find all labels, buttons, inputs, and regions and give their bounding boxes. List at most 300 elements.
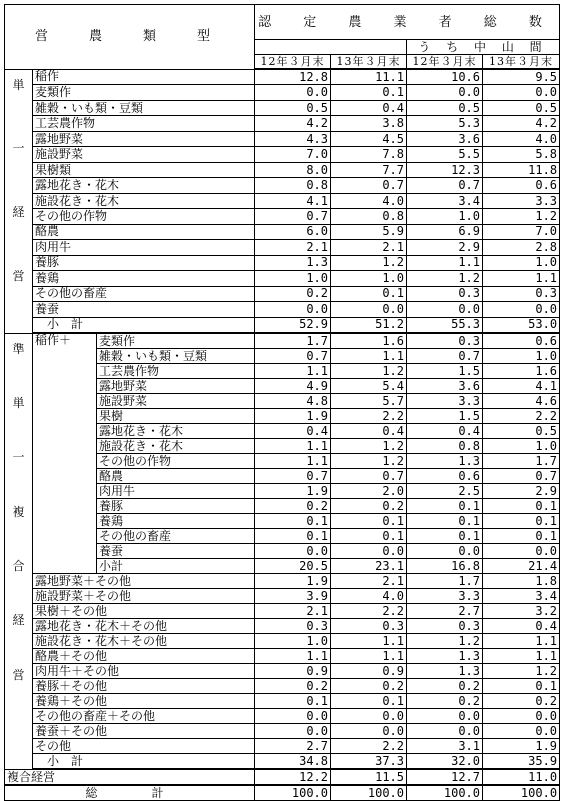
table-row [5, 116, 560, 131]
row-label: 肉用牛 [33, 240, 255, 255]
value-cell: 0.7 [331, 469, 407, 484]
value-cell: 1.0 [483, 439, 560, 454]
category-char: 営 [12, 667, 25, 682]
value-cell: 53.0 [483, 317, 560, 333]
value-cell: 0.1 [407, 514, 483, 529]
value-cell: 100.0 [331, 785, 407, 801]
row-label: 露地花き・花木 [33, 178, 255, 193]
total-label: 総 計 [5, 785, 255, 801]
row-label: 酪農 [97, 469, 255, 484]
value-cell: 6.9 [407, 224, 483, 239]
value-cell: 12.2 [255, 769, 331, 785]
value-cell: 3.4 [483, 589, 560, 604]
value-cell: 0.0 [255, 85, 331, 100]
value-cell: 2.2 [331, 739, 407, 754]
table-row [5, 604, 560, 619]
row-label: 養蚕 [33, 302, 255, 317]
row-label: 露地野菜 [97, 379, 255, 394]
value-cell: 0.2 [331, 499, 407, 514]
table-row [5, 147, 560, 162]
row-label: 小計 [97, 559, 255, 574]
value-cell: 0.2 [255, 499, 331, 514]
farm-type-table [4, 4, 560, 801]
value-cell: 8.0 [255, 162, 331, 177]
value-cell: 4.9 [255, 379, 331, 394]
value-cell: 1.9 [255, 409, 331, 424]
row-label: 肉用牛＋その他 [33, 664, 255, 679]
table-row [5, 574, 560, 589]
value-cell: 1.7 [407, 574, 483, 589]
value-cell: 2.1 [255, 604, 331, 619]
row-label: その他の畜産＋その他 [33, 709, 255, 724]
category-label [5, 333, 33, 769]
date-header: 13年３月末 [483, 55, 560, 70]
table-row [5, 69, 560, 85]
value-cell: 0.0 [407, 709, 483, 724]
row-label: 施設野菜 [97, 394, 255, 409]
value-cell: 2.0 [331, 484, 407, 499]
value-cell: 0.3 [407, 286, 483, 301]
row-label: 果樹 [97, 409, 255, 424]
value-cell: 11.0 [483, 769, 560, 785]
table-row [5, 100, 560, 115]
value-cell: 1.2 [483, 664, 560, 679]
value-cell: 0.0 [255, 724, 331, 739]
value-cell: 1.9 [483, 739, 560, 754]
row-label: 小 計 [33, 317, 255, 333]
value-cell: 100.0 [483, 785, 560, 801]
value-cell: 5.5 [407, 147, 483, 162]
table-row [5, 694, 560, 709]
value-cell: 1.0 [331, 271, 407, 286]
value-cell: 0.7 [255, 349, 331, 364]
value-cell: 3.3 [407, 394, 483, 409]
value-cell: 1.2 [407, 271, 483, 286]
row-label: 養豚＋その他 [33, 679, 255, 694]
value-cell: 0.1 [483, 679, 560, 694]
value-cell: 2.9 [407, 240, 483, 255]
value-cell: 4.8 [255, 394, 331, 409]
row-label: 酪農＋その他 [33, 649, 255, 664]
value-cell: 0.2 [255, 679, 331, 694]
value-cell: 3.6 [407, 379, 483, 394]
value-cell: 2.7 [407, 604, 483, 619]
value-cell: 7.0 [255, 147, 331, 162]
row-label: 肉用牛 [97, 484, 255, 499]
value-cell: 11.5 [331, 769, 407, 785]
value-cell: 1.2 [407, 634, 483, 649]
value-cell: 55.3 [407, 317, 483, 333]
category-char: 経 [12, 613, 25, 628]
row-label: 養豚 [97, 499, 255, 514]
table-body [5, 5, 560, 801]
value-cell: 1.0 [255, 271, 331, 286]
value-cell: 5.4 [331, 379, 407, 394]
value-cell: 0.7 [407, 178, 483, 193]
value-cell: 4.5 [331, 131, 407, 146]
value-cell: 0.8 [255, 178, 331, 193]
value-cell: 5.3 [407, 116, 483, 131]
value-cell: 3.8 [331, 116, 407, 131]
table-row [5, 679, 560, 694]
row-label: 果樹類 [33, 162, 255, 177]
value-cell: 1.1 [255, 439, 331, 454]
table-row [5, 634, 560, 649]
value-cell: 3.2 [483, 604, 560, 619]
value-cell: 0.1 [331, 694, 407, 709]
value-cell: 2.5 [407, 484, 483, 499]
value-cell: 1.2 [483, 209, 560, 224]
row-label: 雑穀・いも類・豆類 [33, 100, 255, 115]
value-cell: 0.6 [407, 469, 483, 484]
value-cell: 2.1 [255, 240, 331, 255]
value-cell: 0.4 [255, 424, 331, 439]
value-cell: 1.5 [407, 409, 483, 424]
value-cell: 0.7 [407, 349, 483, 364]
table-row [5, 769, 560, 785]
value-cell: 20.5 [255, 559, 331, 574]
row-label: 小 計 [33, 754, 255, 770]
value-cell: 100.0 [407, 785, 483, 801]
row-label: 養鶏 [33, 271, 255, 286]
value-cell: 1.1 [331, 634, 407, 649]
value-cell: 0.4 [331, 100, 407, 115]
value-cell: 4.6 [483, 394, 560, 409]
value-cell: 2.1 [331, 574, 407, 589]
value-cell: 3.6 [407, 131, 483, 146]
row-label: 養鶏 [97, 514, 255, 529]
value-cell: 0.0 [255, 544, 331, 559]
value-cell: 3.4 [407, 193, 483, 208]
value-cell: 0.7 [255, 469, 331, 484]
value-cell: 34.8 [255, 754, 331, 770]
value-cell: 16.8 [407, 559, 483, 574]
value-cell: 0.6 [483, 333, 560, 349]
value-cell: 0.1 [483, 529, 560, 544]
value-cell: 1.8 [483, 574, 560, 589]
category-char: 一 [12, 450, 25, 465]
value-cell: 0.9 [331, 664, 407, 679]
row-label: 施設野菜＋その他 [33, 589, 255, 604]
value-cell: 1.6 [483, 364, 560, 379]
category-char: 合 [12, 559, 25, 573]
date-header: 12年３月末 [407, 55, 483, 70]
table-row [5, 224, 560, 239]
value-cell: 0.5 [483, 424, 560, 439]
row-label: 養豚 [33, 255, 255, 270]
value-cell: 37.3 [331, 754, 407, 770]
table-row [5, 85, 560, 100]
value-cell: 0.1 [483, 499, 560, 514]
category-label-text-2 [5, 559, 32, 722]
value-cell: 1.2 [331, 364, 407, 379]
row-label: その他の作物 [97, 454, 255, 469]
value-cell: 5.7 [331, 394, 407, 409]
value-cell: 7.7 [331, 162, 407, 177]
value-cell: 4.0 [331, 589, 407, 604]
table-row [5, 302, 560, 317]
value-cell: 9.5 [483, 69, 560, 85]
value-cell: 1.5 [407, 364, 483, 379]
value-cell: 21.4 [483, 559, 560, 574]
value-cell: 1.1 [255, 364, 331, 379]
value-cell: 2.2 [483, 409, 560, 424]
value-cell: 10.6 [407, 69, 483, 85]
value-cell: 4.3 [255, 131, 331, 146]
value-cell: 4.1 [483, 379, 560, 394]
value-cell: 0.1 [255, 694, 331, 709]
value-cell: 0.9 [255, 664, 331, 679]
value-cell: 2.1 [331, 240, 407, 255]
value-cell: 100.0 [255, 785, 331, 801]
value-cell: 0.0 [255, 302, 331, 317]
value-cell: 0.1 [255, 514, 331, 529]
category-char: 営 [12, 268, 25, 283]
value-cell: 12.8 [255, 69, 331, 85]
value-cell: 0.1 [331, 529, 407, 544]
row-label: 工芸農作物 [33, 116, 255, 131]
value-cell: 1.7 [483, 454, 560, 469]
category-label-text [5, 334, 32, 560]
value-cell: 1.1 [255, 649, 331, 664]
value-cell: 1.9 [255, 484, 331, 499]
value-cell: 4.1 [255, 193, 331, 208]
table-row [5, 240, 560, 255]
value-cell: 2.7 [255, 739, 331, 754]
mountain-area-header: う ち 中 山 間 [407, 40, 560, 55]
value-cell: 0.0 [483, 724, 560, 739]
value-cell: 1.2 [331, 255, 407, 270]
value-cell: 1.0 [483, 349, 560, 364]
value-cell: 0.5 [483, 100, 560, 115]
value-cell: 0.0 [331, 544, 407, 559]
value-cell: 1.6 [331, 333, 407, 349]
row-label: 養蚕 [97, 544, 255, 559]
value-cell: 0.1 [483, 514, 560, 529]
value-cell: 1.7 [255, 333, 331, 349]
value-cell: 4.2 [483, 116, 560, 131]
category-char: 経 [12, 205, 25, 219]
value-cell: 7.0 [483, 224, 560, 239]
row-label: 露地花き・花木 [97, 424, 255, 439]
total-row [5, 785, 560, 801]
value-cell: 2.8 [483, 240, 560, 255]
row-label: その他 [33, 739, 255, 754]
value-cell: 0.0 [407, 85, 483, 100]
value-cell: 1.0 [483, 255, 560, 270]
table-row [5, 255, 560, 270]
row-label: 麦類作 [33, 85, 255, 100]
value-cell: 1.2 [331, 439, 407, 454]
value-cell: 0.0 [331, 709, 407, 724]
table-row [5, 271, 560, 286]
value-cell: 0.7 [331, 178, 407, 193]
value-cell: 1.0 [407, 209, 483, 224]
value-cell: 12.3 [407, 162, 483, 177]
row-label: 施設花き・花木 [33, 193, 255, 208]
row-label: その他の作物 [33, 209, 255, 224]
value-cell: 1.2 [331, 454, 407, 469]
value-cell: 0.1 [331, 286, 407, 301]
table-row [5, 131, 560, 146]
value-cell: 52.9 [255, 317, 331, 333]
value-cell: 2.2 [331, 409, 407, 424]
table-row [5, 664, 560, 679]
row-label: 雑穀・いも類・豆類 [97, 349, 255, 364]
header-spacer [255, 40, 407, 55]
table-row [5, 589, 560, 604]
row-label: 施設野菜 [33, 147, 255, 162]
category-char: 複 [12, 504, 25, 519]
value-cell: 0.5 [407, 100, 483, 115]
row-label: 露地花き・花木＋その他 [33, 619, 255, 634]
value-cell: 1.9 [255, 574, 331, 589]
value-cell: 0.1 [407, 529, 483, 544]
table-row [5, 209, 560, 224]
value-cell: 0.0 [483, 302, 560, 317]
value-cell: 11.1 [331, 69, 407, 85]
value-cell: 2.9 [483, 484, 560, 499]
value-cell: 3.1 [407, 739, 483, 754]
value-cell: 0.8 [407, 439, 483, 454]
value-cell: 0.6 [483, 178, 560, 193]
value-cell: 1.1 [331, 349, 407, 364]
category-char: 単 [12, 77, 25, 92]
value-cell: 23.1 [331, 559, 407, 574]
category-char: 単 [12, 395, 25, 410]
table-row [5, 754, 560, 770]
value-cell: 1.1 [483, 634, 560, 649]
value-cell: 0.0 [407, 302, 483, 317]
value-cell: 0.1 [331, 514, 407, 529]
table-row [5, 619, 560, 634]
value-cell: 5.8 [483, 147, 560, 162]
value-cell: 0.3 [407, 333, 483, 349]
value-cell: 0.2 [407, 679, 483, 694]
value-cell: 0.7 [483, 469, 560, 484]
value-cell: 32.0 [407, 754, 483, 770]
value-cell: 7.8 [331, 147, 407, 162]
value-cell: 0.3 [407, 619, 483, 634]
row-label: その他の畜産 [97, 529, 255, 544]
value-cell: 2.2 [331, 604, 407, 619]
value-cell: 1.0 [255, 634, 331, 649]
rice-plus-group-label: 稲作＋ [33, 333, 97, 574]
value-cell: 12.7 [407, 769, 483, 785]
value-cell: 0.7 [255, 209, 331, 224]
value-cell: 0.2 [331, 679, 407, 694]
value-cell: 1.1 [483, 271, 560, 286]
value-cell: 0.4 [483, 619, 560, 634]
value-cell: 1.1 [255, 454, 331, 469]
value-cell: 0.0 [407, 544, 483, 559]
row-label: 工芸農作物 [97, 364, 255, 379]
category-label [5, 69, 33, 333]
value-cell: 51.2 [331, 317, 407, 333]
row-label: 果樹＋その他 [33, 604, 255, 619]
farm-type-header: 営 農 類 型 [5, 5, 255, 70]
value-cell: 0.1 [255, 529, 331, 544]
value-cell: 0.0 [407, 724, 483, 739]
table-row [5, 178, 560, 193]
value-cell: 1.3 [407, 454, 483, 469]
table-row [5, 709, 560, 724]
value-cell: 1.1 [331, 649, 407, 664]
value-cell: 1.1 [483, 649, 560, 664]
value-cell: 1.1 [407, 255, 483, 270]
row-label: 露地野菜 [33, 131, 255, 146]
value-cell: 0.3 [331, 619, 407, 634]
value-cell: 0.1 [331, 85, 407, 100]
certified-farmers-header: 認 定 農 業 者 総 数 [255, 5, 560, 40]
value-cell: 0.2 [407, 694, 483, 709]
table-row [5, 649, 560, 664]
value-cell: 0.8 [331, 209, 407, 224]
date-header: 13年３月末 [331, 55, 407, 70]
value-cell: 6.0 [255, 224, 331, 239]
value-cell: 0.4 [331, 424, 407, 439]
value-cell: 0.0 [255, 709, 331, 724]
value-cell: 0.2 [483, 694, 560, 709]
category-char: 準 [12, 341, 25, 356]
value-cell: 11.8 [483, 162, 560, 177]
table-row [5, 724, 560, 739]
value-cell: 1.3 [407, 649, 483, 664]
category-char: 一 [12, 141, 25, 156]
value-cell: 4.0 [331, 193, 407, 208]
value-cell: 0.1 [407, 499, 483, 514]
category-label-text [5, 70, 32, 333]
value-cell: 0.0 [483, 709, 560, 724]
value-cell: 3.3 [407, 589, 483, 604]
value-cell: 0.3 [483, 286, 560, 301]
table-row [5, 333, 560, 349]
row-label: 麦類作 [97, 333, 255, 349]
value-cell: 0.4 [407, 424, 483, 439]
row-label: 複合経営 [5, 769, 255, 785]
header-row-1 [5, 5, 560, 40]
value-cell: 1.3 [255, 255, 331, 270]
table-row [5, 317, 560, 333]
value-cell: 5.9 [331, 224, 407, 239]
value-cell: 3.9 [255, 589, 331, 604]
value-cell: 0.3 [255, 619, 331, 634]
value-cell: 3.3 [483, 193, 560, 208]
row-label: 施設花き・花木＋その他 [33, 634, 255, 649]
date-header: 12年３月末 [255, 55, 331, 70]
table-row [5, 286, 560, 301]
table-row [5, 162, 560, 177]
row-label: 露地野菜＋その他 [33, 574, 255, 589]
row-label: 酪農 [33, 224, 255, 239]
row-label: 施設花き・花木 [97, 439, 255, 454]
value-cell: 0.2 [255, 286, 331, 301]
value-cell: 0.0 [483, 85, 560, 100]
value-cell: 0.0 [483, 544, 560, 559]
row-label: 稲作 [33, 69, 255, 85]
value-cell: 0.5 [255, 100, 331, 115]
row-label: 養蚕＋その他 [33, 724, 255, 739]
table-row [5, 739, 560, 754]
value-cell: 0.0 [331, 302, 407, 317]
table-row [5, 193, 560, 208]
row-label: その他の畜産 [33, 286, 255, 301]
value-cell: 4.0 [483, 131, 560, 146]
value-cell: 0.0 [331, 724, 407, 739]
value-cell: 35.9 [483, 754, 560, 770]
value-cell: 4.2 [255, 116, 331, 131]
row-label: 養鶏＋その他 [33, 694, 255, 709]
